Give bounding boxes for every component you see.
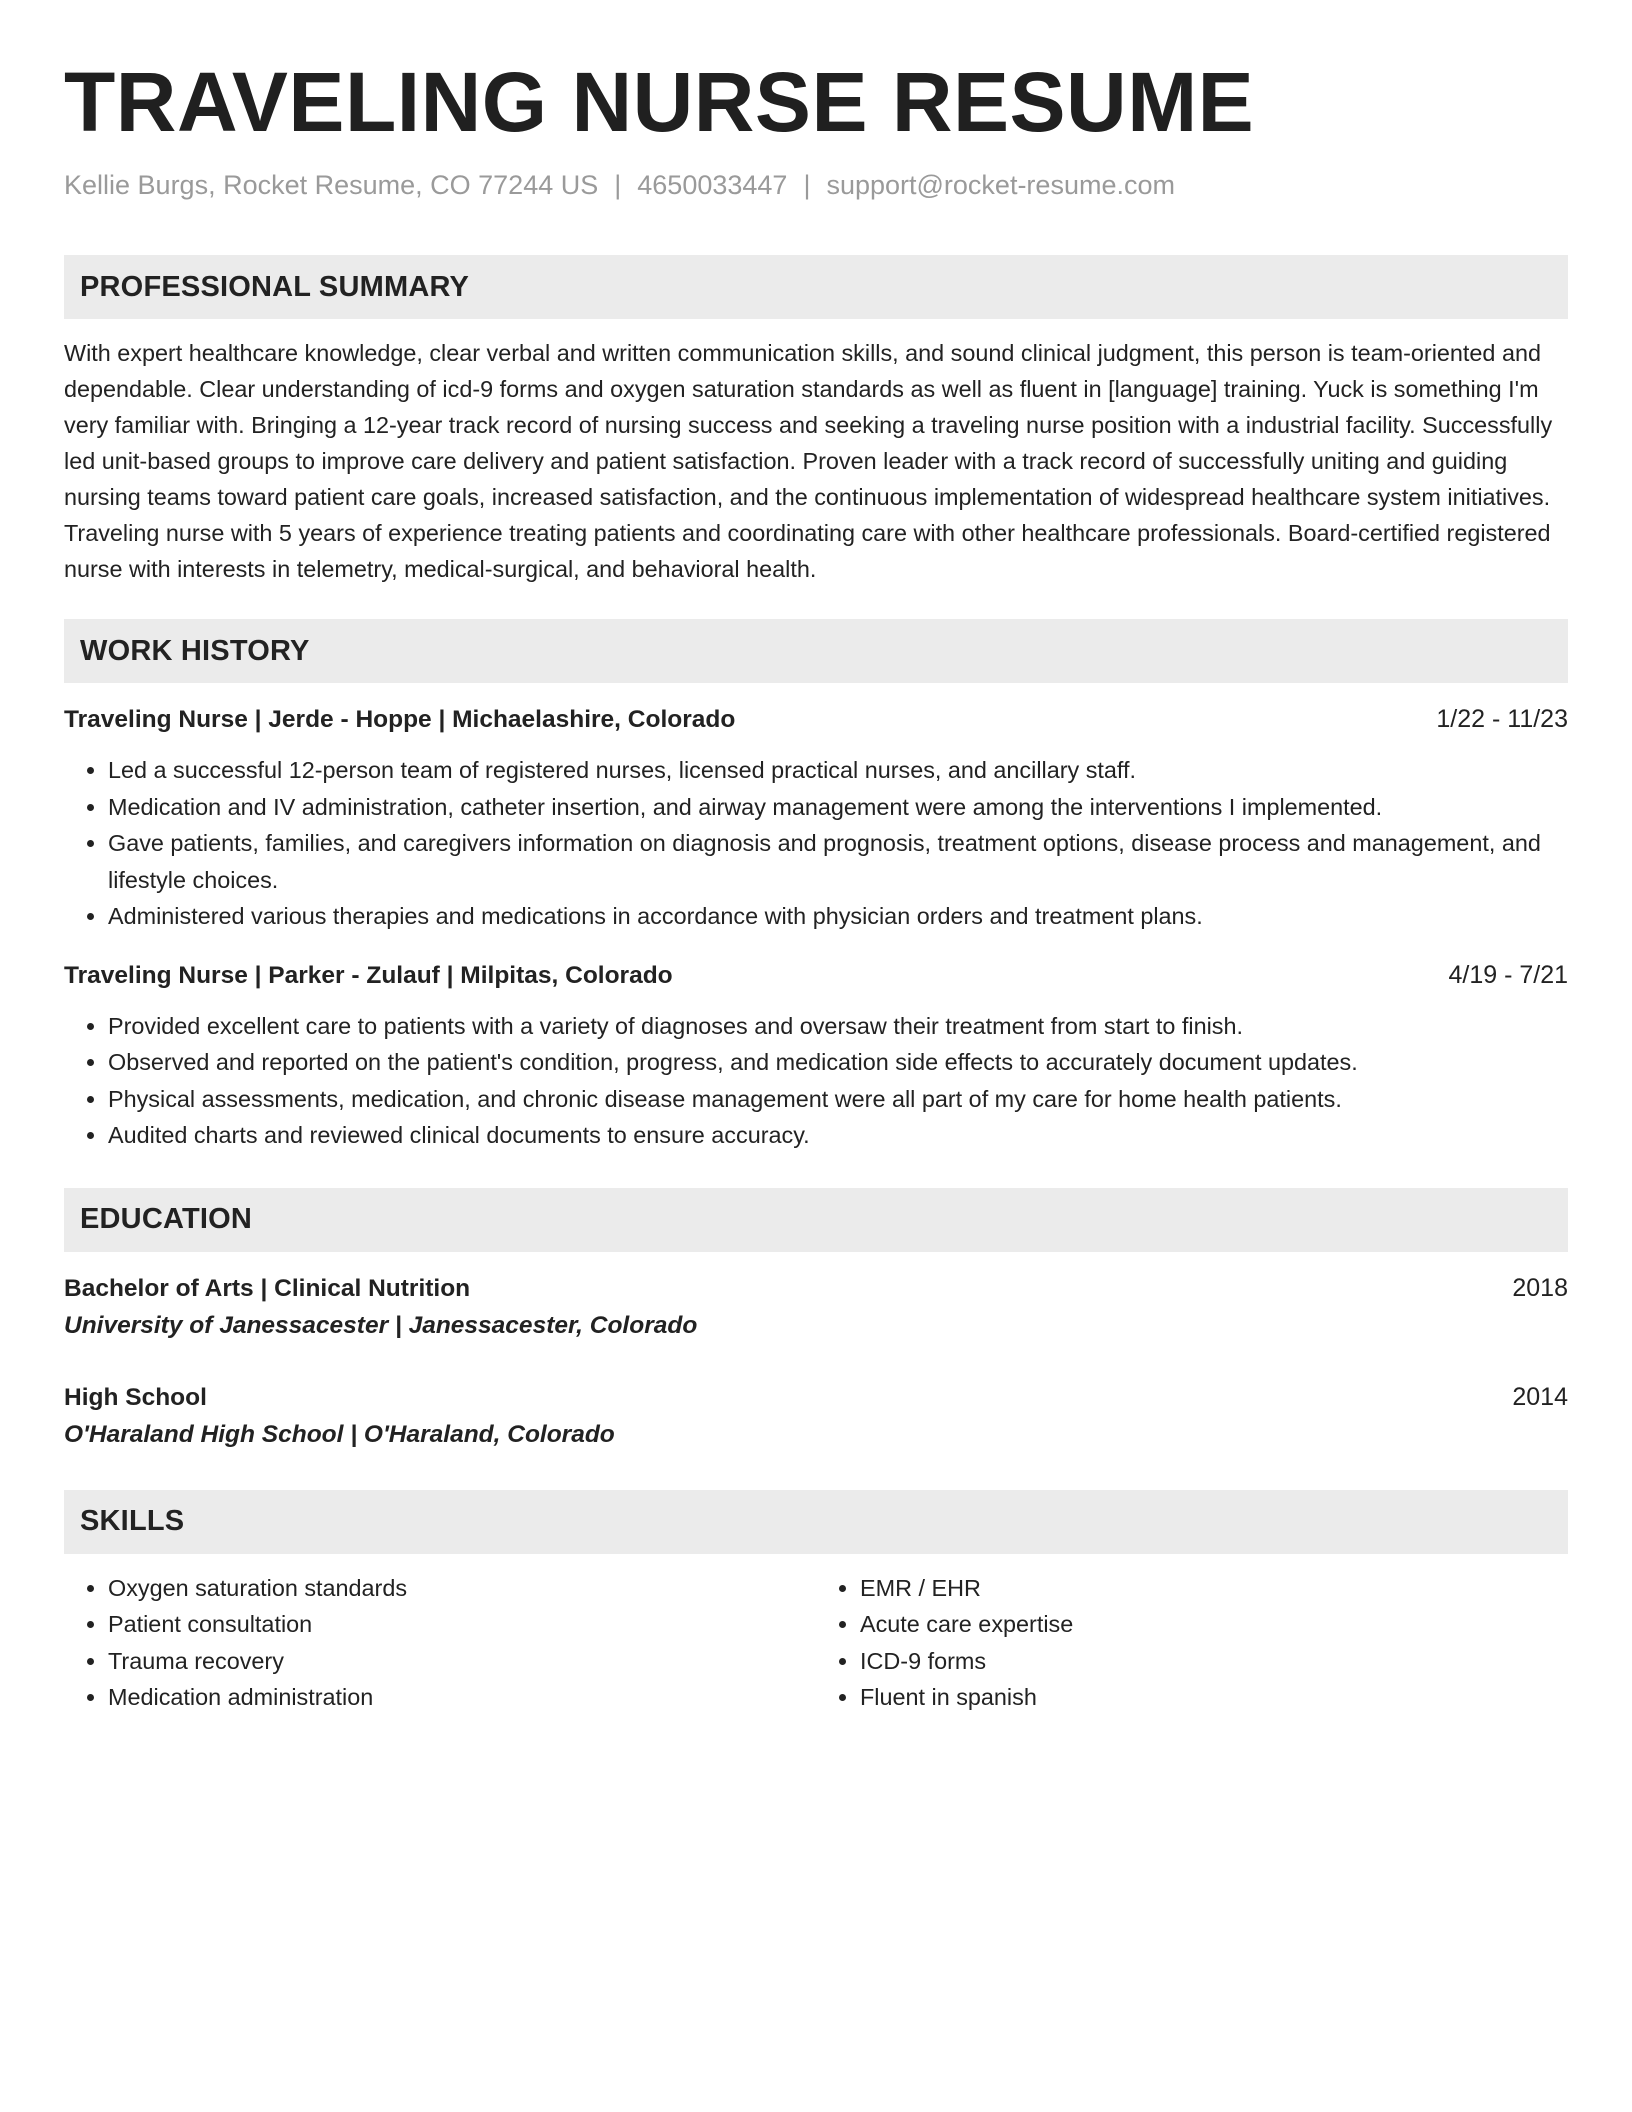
- skill-item: • Oxygen saturation standards: [108, 1570, 816, 1607]
- job-entry: [64, 701, 1568, 935]
- job-dates: 4/19 - 7/21: [1448, 960, 1568, 989]
- education-entry: [64, 1379, 1568, 1454]
- job-bullet: • Gave patients, families, and caregivers information on diagnosis and prognosis, treatment options, disease process and management, and lifestyle choices.: [108, 825, 1568, 898]
- job-bullet: • Led a successful 12-person team of registered nurses, licensed practical nurses, and ancillary staff.: [108, 752, 1568, 789]
- skills-grid: [64, 1570, 1568, 1716]
- job-bullet: • Provided excellent care to patients with a variety of diagnoses and oversaw their treatment from start to finish.: [108, 1008, 1568, 1045]
- job-dates: 1/22 - 11/23: [1436, 705, 1568, 734]
- skill-item: • Medication administration: [108, 1679, 816, 1716]
- job-entry: [64, 957, 1568, 1154]
- skill-item: • Acute care expertise: [860, 1606, 1568, 1643]
- education-degree: High School: [64, 1383, 207, 1411]
- section-header-summary: PROFESSIONAL SUMMARY: [64, 255, 1568, 319]
- job-bullet: • Medication and IV administration, catheter insertion, and airway management were among the interventions I implemented.: [108, 789, 1568, 826]
- education-header: [64, 1270, 1568, 1307]
- contact-separator: |: [803, 170, 811, 201]
- section-header-education: EDUCATION: [64, 1188, 1568, 1252]
- skill-item: • Trauma recovery: [108, 1643, 816, 1680]
- job-header: [64, 701, 1568, 738]
- skill-item: • Patient consultation: [108, 1606, 816, 1643]
- skill-item: • Fluent in spanish: [860, 1679, 1568, 1716]
- skill-item: • ICD-9 forms: [860, 1643, 1568, 1680]
- summary-text: With expert healthcare knowledge, clear verbal and written communication skills, and sound clinical judgment, this person is team-oriented and dependable. Clear understanding of icd-9 forms and oxygen saturation standards as well as fluent in [language] training. Yuck is something I'm very familiar with. Bringing a 12-year track record of nursing success and seeking a traveling nurse position with a industrial facility. Successfully led unit-based groups to improve care delivery and patient satisfaction. Proven leader with a track record of successfully uniting and guiding nursing teams toward patient care goals, increased satisfaction, and the continuous implementation of widespread healthcare system initiatives. Traveling nurse with 5 years of experience treating patients and coordinating care with other healthcare professionals. Board-certified registered nurse with interests in telemetry, medical-surgical, and behavioral health.: [64, 340, 1553, 583]
- skills-column-left: [64, 1570, 816, 1716]
- skills-list: [64, 1570, 816, 1716]
- skills-column-right: [816, 1570, 1568, 1716]
- job-bullet: • Audited charts and reviewed clinical documents to ensure accuracy.: [108, 1117, 1568, 1154]
- job-bullet-list: [64, 1008, 1568, 1154]
- education-header: [64, 1379, 1568, 1416]
- education-school: O'Haraland High School | O'Haraland, Colorado: [64, 1420, 615, 1448]
- education-year: 2018: [1512, 1273, 1568, 1302]
- skills-list: [816, 1570, 1568, 1716]
- contact-phone: 4650033447: [637, 170, 788, 201]
- job-bullet: • Physical assessments, medication, and chronic disease management were all part of my care for home health patients.: [108, 1081, 1568, 1118]
- contact-line: [64, 168, 1568, 203]
- job-bullet-list: [64, 752, 1568, 935]
- education-school: University of Janessacester | Janessacester, Colorado: [64, 1311, 698, 1339]
- job-header: [64, 957, 1568, 994]
- skill-item: • EMR / EHR: [860, 1570, 1568, 1607]
- section-header-skills: SKILLS: [64, 1490, 1568, 1554]
- job-bullet: • Observed and reported on the patient's condition, progress, and medication side effects to accurately document updates.: [108, 1044, 1568, 1081]
- page-title: TRAVELING NURSE RESUME: [64, 55, 1255, 149]
- job-bullet: • Administered various therapies and medications in accordance with physician orders and treatment plans.: [108, 898, 1568, 935]
- education-degree: Bachelor of Arts | Clinical Nutrition: [64, 1274, 471, 1302]
- job-title: Traveling Nurse | Parker - Zulauf | Milpitas, Colorado: [64, 961, 673, 989]
- education-entry: [64, 1270, 1568, 1345]
- contact-address: Kellie Burgs, Rocket Resume, CO 77244 US: [64, 170, 599, 201]
- contact-separator: |: [614, 170, 622, 201]
- education-year: 2014: [1512, 1382, 1568, 1411]
- section-header-work-history: WORK HISTORY: [64, 619, 1568, 683]
- job-title: Traveling Nurse | Jerde - Hoppe | Michaelashire, Colorado: [64, 706, 736, 734]
- contact-email: support@rocket-resume.com: [826, 170, 1175, 201]
